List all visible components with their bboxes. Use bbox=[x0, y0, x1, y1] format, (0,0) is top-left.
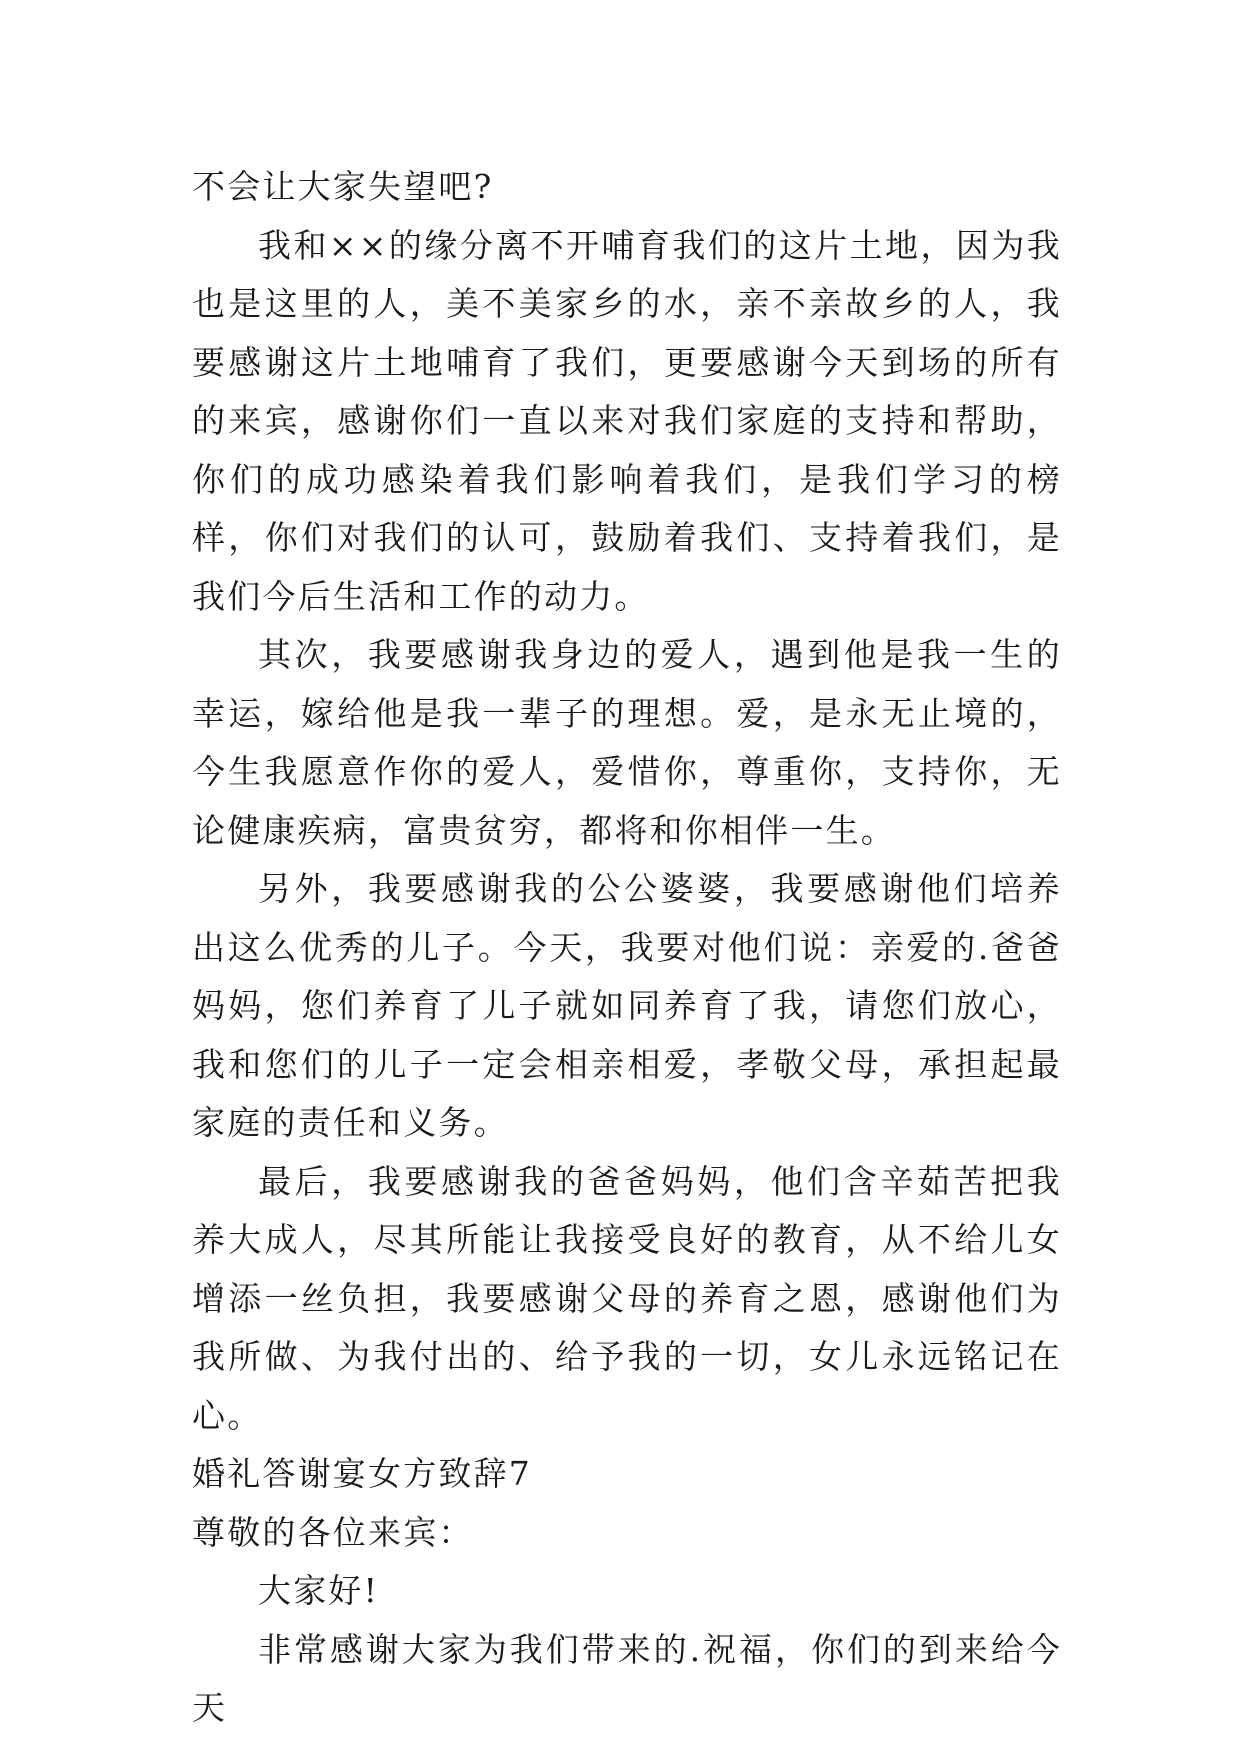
paragraph-2: 我和××的缘分离不开哺育我们的这片土地，因为我也是这里的人，美不美家乡的水，亲不亲故乡的人，我要感谢这片土地哺育了我们，更要感谢今天到场的所有的来宾，感谢你们一直以来对我们家庭的支持和帮助，你们的成功感染着我们影响着我们，是我们学习的榜样，你们对我们的认可，鼓励着我们、支持着我们，是我们今后生活和工作的动力。 bbox=[192, 225, 1062, 616]
paragraph-3: 其次，我要感谢我身边的爱人，遇到他是我一生的幸运，嫁给他是我一辈子的理想。爱，是永无止境的，今生我愿意作你的爱人，爱惜你，尊重你，支持你，无论健康疾病，富贵贫穷，都将和你相伴一生。 bbox=[192, 635, 1062, 850]
salutation: 尊敬的各位来宾： bbox=[192, 1512, 474, 1552]
greeting: 大家好! bbox=[258, 1571, 380, 1610]
paragraph-1: 不会让大家失望吧? bbox=[192, 167, 494, 206]
section-heading: 婚礼答谢宴女方致辞7 bbox=[192, 1454, 532, 1493]
paragraph-4: 另外，我要感谢我的公公婆婆，我要感谢他们培养出这么优秀的儿子。今天，我要对他们说：亲爱的.爸爸妈妈，您们养育了儿子就如同养育了我，请您们放心，我和您们的儿子一定会相亲相爱，孝敬父母，承担起最家庭的责任和义务。 bbox=[192, 869, 1062, 1142]
paragraph-final: 非常感谢大家为我们带来的.祝福，你们的到来给今天 bbox=[192, 1629, 1062, 1727]
document-body bbox=[192, 158, 1062, 1738]
paragraph-5: 最后，我要感谢我的爸爸妈妈，他们含辛茹苦把我养大成人，尽其所能让我接受良好的教育，从不给儿女增添一丝负担，我要感谢父母的养育之恩，感谢他们为我所做、为我付出的、给予我的一切，女儿永远铭记在心。 bbox=[192, 1161, 1062, 1435]
